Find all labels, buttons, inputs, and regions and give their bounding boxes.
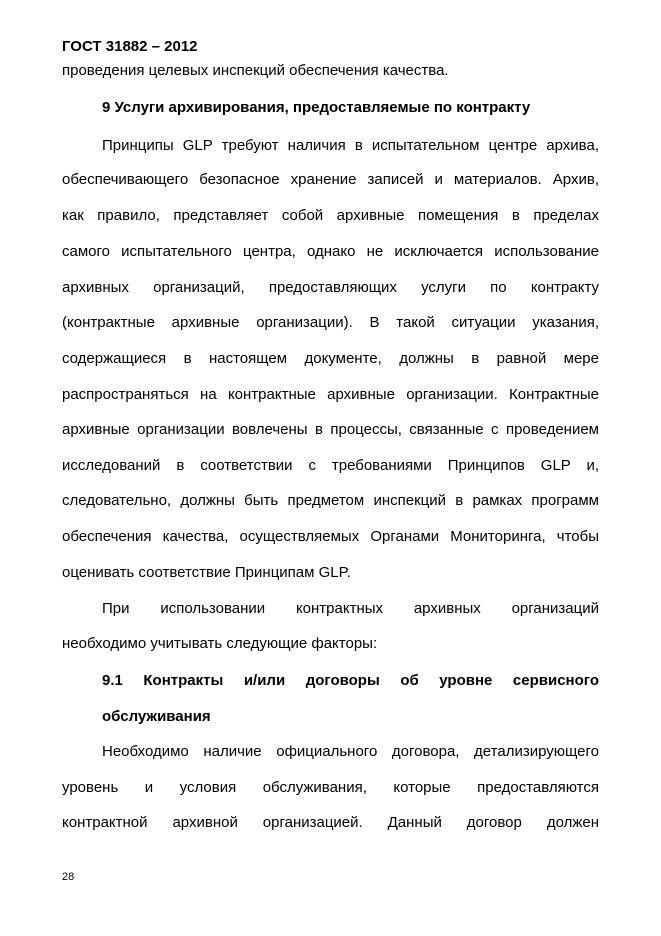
text-line: обеспечивающего безопасное хранение записей и материалов. Архив,: [62, 171, 599, 188]
text-line: распространяться на контрактные архивные организации. Контрактные: [62, 386, 599, 403]
text-line: (контрактные архивные организации). В такой ситуации указания,: [62, 314, 599, 331]
page-number: 28: [62, 871, 75, 883]
text-line: необходимо учитывать следующие факторы:: [62, 635, 378, 652]
paragraph-first-line: При использовании контрактных архивных организаций: [102, 600, 599, 617]
section-heading: 9 Услуги архивирования, предоставляемые по контракту: [102, 99, 531, 116]
text-line: архивные организации вовлечены в процессы, связанные с проведением: [62, 421, 599, 438]
text-line: архивных организаций, предоставляющих услуги по контракту: [62, 279, 599, 296]
text-line: уровень и условия обслуживания, которые предоставляются: [62, 779, 599, 796]
text-line: контрактной архивной организацией. Данный договор должен: [62, 814, 599, 831]
text-line: оценивать соответствие Принципам GLP.: [62, 564, 351, 581]
text-line: исследований в соответствии с требованиями Принципов GLP и,: [62, 457, 599, 474]
text-line: содержащиеся в настоящем документе, должны в равной мере: [62, 350, 599, 367]
text-line: самого испытательного центра, однако не исключается использование: [62, 243, 599, 260]
text-line: следовательно, должны быть предметом инспекций в рамках программ: [62, 492, 599, 509]
paragraph-first-line: Принципы GLP требуют наличия в испытательном центре архива,: [102, 137, 599, 154]
document-header: ГОСТ 31882 – 2012: [62, 38, 198, 55]
subsection-heading: 9.1 Контракты и/или договоры об уровне сервисного: [102, 672, 599, 689]
text-line: проведения целевых инспекций обеспечения качества.: [62, 62, 449, 79]
text-line: как правило, представляет собой архивные помещения в пределах: [62, 207, 599, 224]
text-line: обеспечения качества, осуществляемых Органами Мониторинга, чтобы: [62, 528, 599, 545]
paragraph-first-line: Необходимо наличие официального договора, детализирующего: [102, 743, 599, 760]
subsection-heading-cont: обслуживания: [102, 708, 211, 725]
